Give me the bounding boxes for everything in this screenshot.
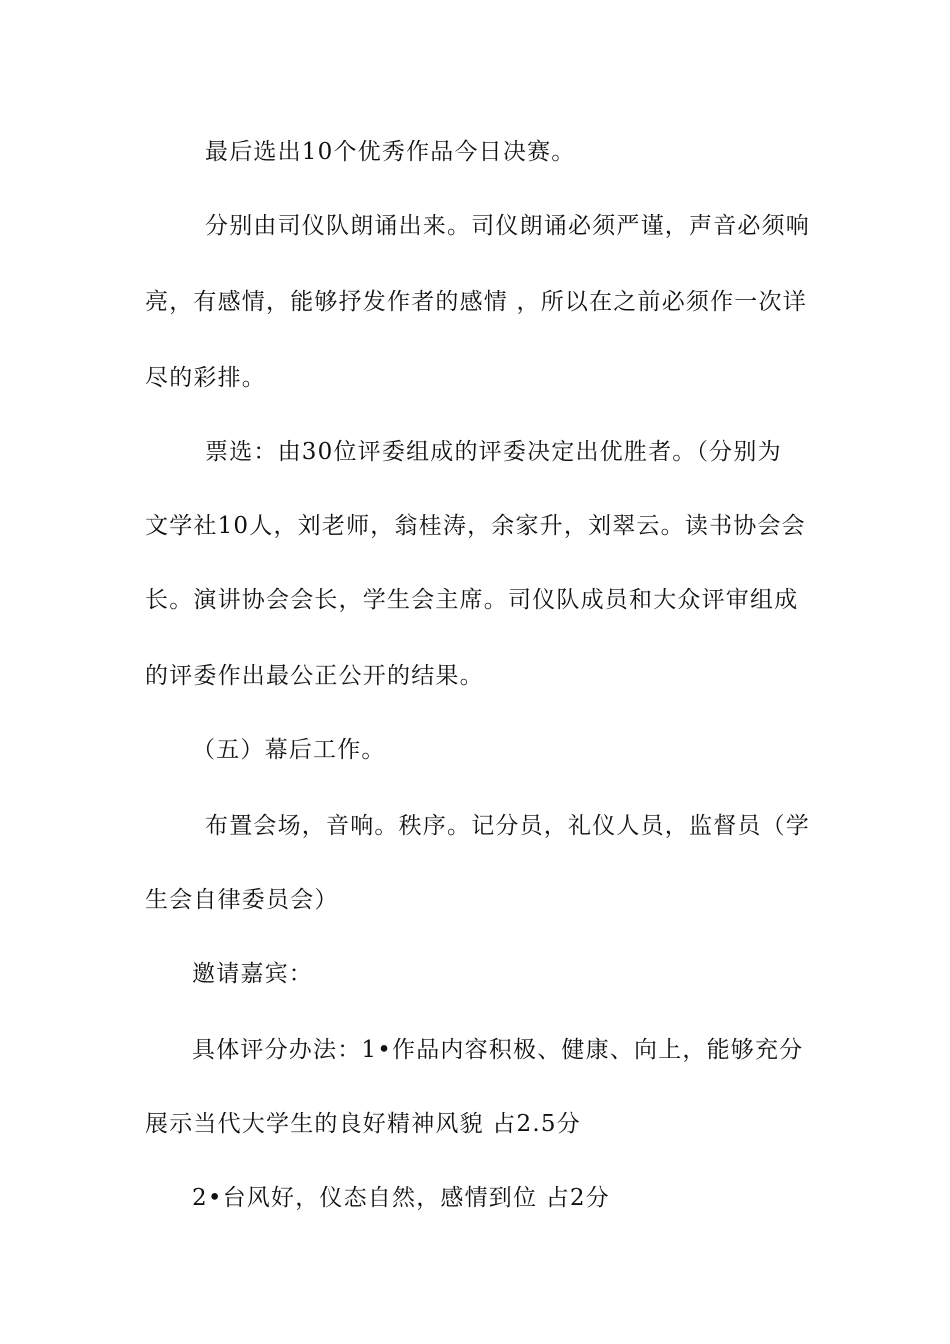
text-line: 布置会场，音响。秩序。记分员，礼仪人员，监督员（学 [205, 813, 810, 839]
text-line: 票选：由30位评委组成的评委决定出优胜者。（分别为 [205, 439, 782, 465]
text-line: 2•台风好，仪态自然，感情到位 占2分 [192, 1185, 610, 1211]
text-line: 分别由司仪队朗诵出来。司仪朗诵必须严谨，声音必须响 [205, 213, 810, 239]
text-line: 亮，有感情，能够抒发作者的感情 ，所以在之前必须作一次详 [145, 289, 807, 315]
text-line: 最后选出10个优秀作品今日决赛。 [205, 139, 576, 165]
text-line: 展示当代大学生的良好精神风貌 占2.5分 [145, 1111, 581, 1137]
text-line: 长。演讲协会会长，学生会主席。司仪队成员和大众评审组成 [145, 587, 799, 613]
text-line: 的评委作出最公正公开的结果。 [145, 663, 484, 689]
text-line: 尽的彩排。 [145, 365, 266, 391]
section-heading: （五）幕后工作。 [192, 737, 386, 763]
text-line: 具体评分办法：1•作品内容积极、健康、向上，能够充分 [192, 1037, 804, 1063]
text-line: 生会自律委员会） [145, 887, 339, 913]
text-line: 邀请嘉宾： [192, 961, 313, 987]
text-line: 文学社10人，刘老师，翁桂涛，余家升，刘翠云。读书协会会 [145, 513, 806, 539]
